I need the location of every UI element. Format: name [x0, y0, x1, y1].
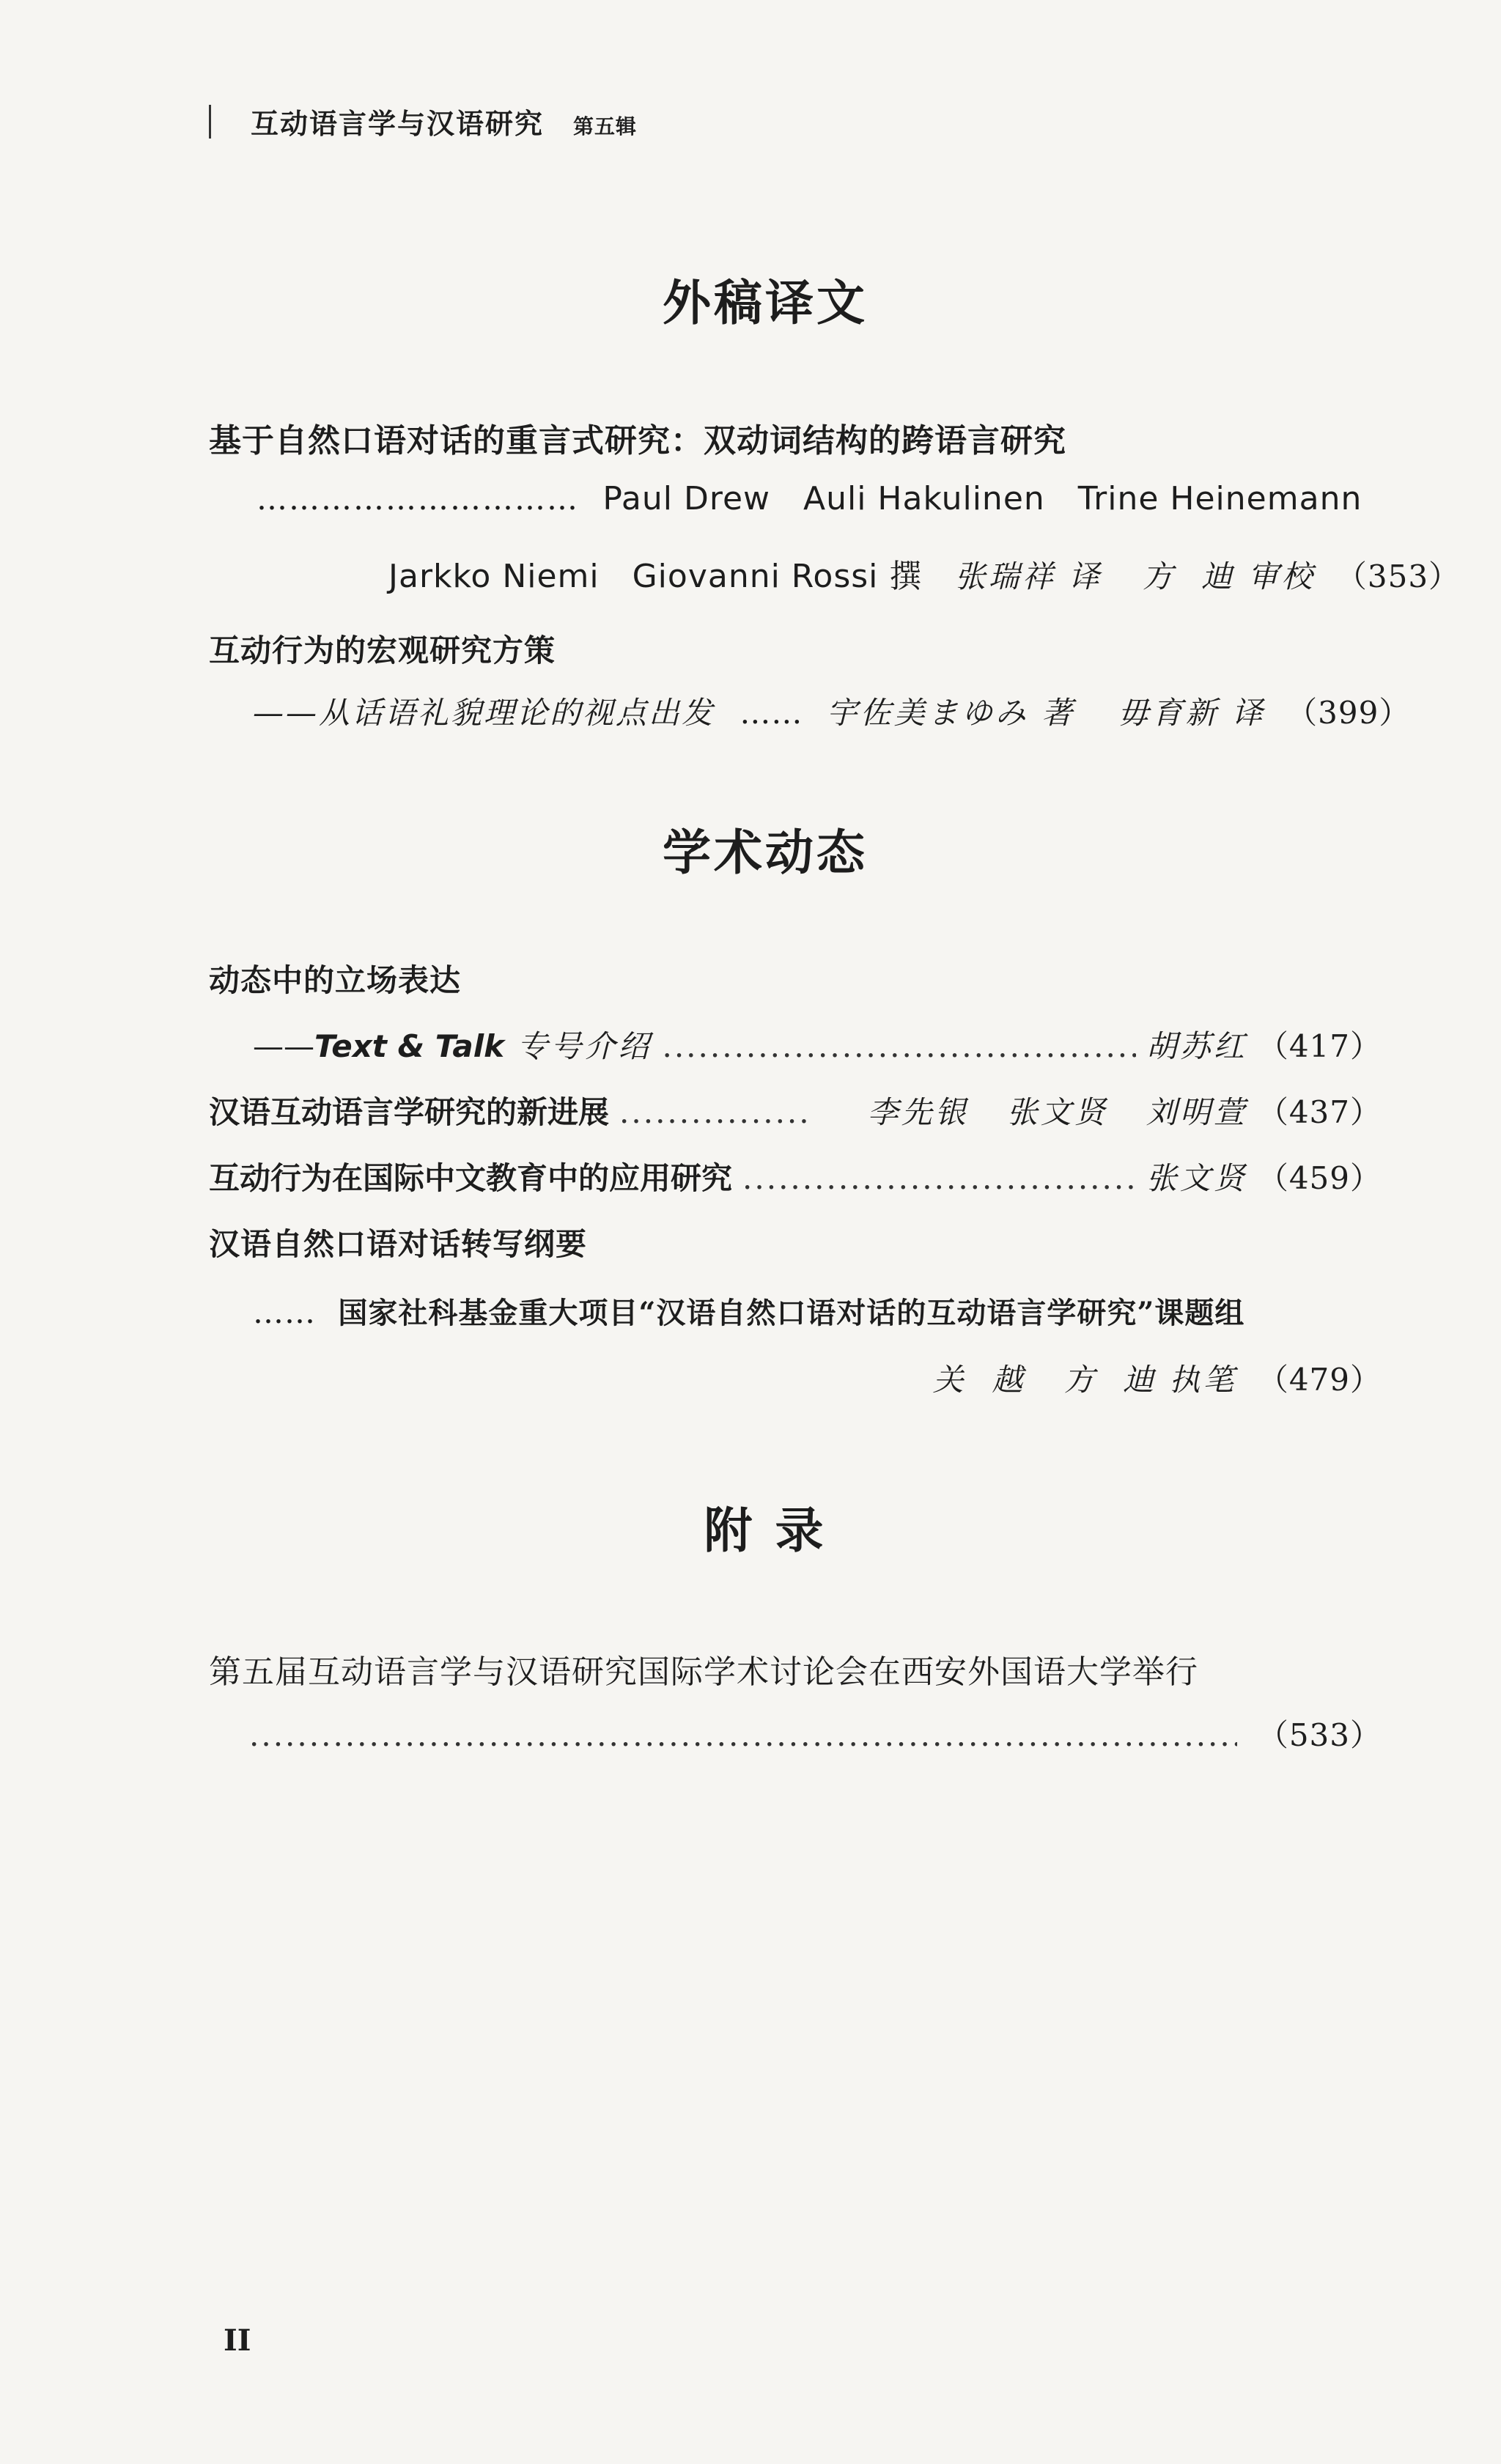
toc-entry-row: [253, 1022, 1382, 1066]
toc-entry-writers: 关 越 方 迪 执笔: [932, 1362, 1237, 1398]
running-head: [209, 101, 637, 141]
toc-entry-page[interactable]: （459）: [1257, 1160, 1382, 1196]
subtitle-suffix: 专号介绍: [504, 1028, 652, 1064]
toc-entry-page[interactable]: （479）: [1257, 1362, 1382, 1398]
toc-entry-subtitle-line: [253, 689, 1410, 733]
toc-entry-group-line: [253, 1290, 1244, 1332]
toc-entry-page[interactable]: （437）: [1257, 1094, 1382, 1130]
toc-entry-author: 胡苏红: [1146, 1028, 1247, 1064]
leader-dots: [619, 1094, 810, 1130]
toc-entry-translator: 毋育新 译: [1118, 695, 1266, 731]
toc-entry-group: 国家社科基金重大项目“汉语自然口语对话的互动语言学研究”课题组: [338, 1296, 1245, 1330]
subtitle-journal: Text & Talk: [314, 1028, 505, 1064]
section-title-academic: 学术动态: [663, 824, 868, 881]
toc-entry-row: [249, 1711, 1382, 1755]
toc-entry-page[interactable]: （533）: [1257, 1717, 1382, 1753]
toc-entry-row: [209, 1088, 1382, 1132]
toc-entry-author: 宇佐美まゆみ 著: [826, 695, 1076, 731]
toc-entry-reviewer: 方 迪 审校: [1142, 558, 1316, 594]
running-head-bar: [209, 105, 211, 139]
toc-entry-authors: Jarkko Niemi Giovanni Rossi 撰: [388, 558, 923, 595]
toc-entry-subtitle: ——从话语礼貌理论的视点出发: [253, 695, 715, 731]
running-head-title: 互动语言学与汉语研究: [251, 108, 545, 140]
leader-dots: [742, 1160, 1136, 1196]
toc-entry-title[interactable]: 汉语互动语言学研究的新进展: [209, 1094, 610, 1130]
toc-entry-page[interactable]: （417）: [1257, 1028, 1382, 1064]
toc-entry-writers-line: [933, 1356, 1382, 1400]
section-title-foreign: 外稿译文: [663, 274, 868, 331]
section-title-appendix: 附 录: [704, 1502, 827, 1559]
toc-entry-page[interactable]: （399）: [1286, 695, 1411, 731]
toc-entry-subtitle: [253, 1022, 652, 1066]
toc-entry-authors-line: [388, 550, 1460, 597]
toc-entry-title[interactable]: 动态中的立场表达: [209, 962, 462, 998]
toc-entry-title[interactable]: 第五届互动语言学与汉语研究国际学术讨论会在西安外国语大学举行: [209, 1653, 1198, 1691]
toc-entry-translator: 张瑞祥 译: [954, 558, 1103, 594]
toc-entry-authors-line: [257, 480, 1362, 517]
toc-entry-author: 张文贤: [1146, 1160, 1247, 1196]
toc-entry-authors: 李先银 张文贤 刘明萱: [867, 1094, 1247, 1130]
toc-entry-authors: Paul Drew Auli Hakulinen Trine Heinemann: [602, 480, 1362, 517]
leader-dots: ……: [740, 695, 803, 731]
leader-dots: [662, 1028, 1135, 1064]
toc-entry-page[interactable]: （353）: [1335, 558, 1461, 594]
toc-entry-row: [209, 1154, 1382, 1198]
leader-dots: ……: [253, 1294, 316, 1330]
toc-entry-title[interactable]: 互动行为在国际中文教育中的应用研究: [209, 1160, 733, 1196]
leader-dots: …………………………: [257, 481, 579, 517]
page-folio: II: [224, 2323, 251, 2358]
toc-entry-title[interactable]: 汉语自然口语对话转写纲要: [209, 1226, 588, 1262]
toc-entry-title[interactable]: 基于自然口语对话的重言式研究：双动词结构的跨语言研究: [209, 422, 1066, 460]
leader-dots: [249, 1717, 1237, 1753]
running-head-issue: 第五辑: [573, 114, 638, 139]
toc-entry-title[interactable]: 互动行为的宏观研究方策: [209, 632, 556, 668]
subtitle-dash: ——: [253, 1028, 314, 1064]
